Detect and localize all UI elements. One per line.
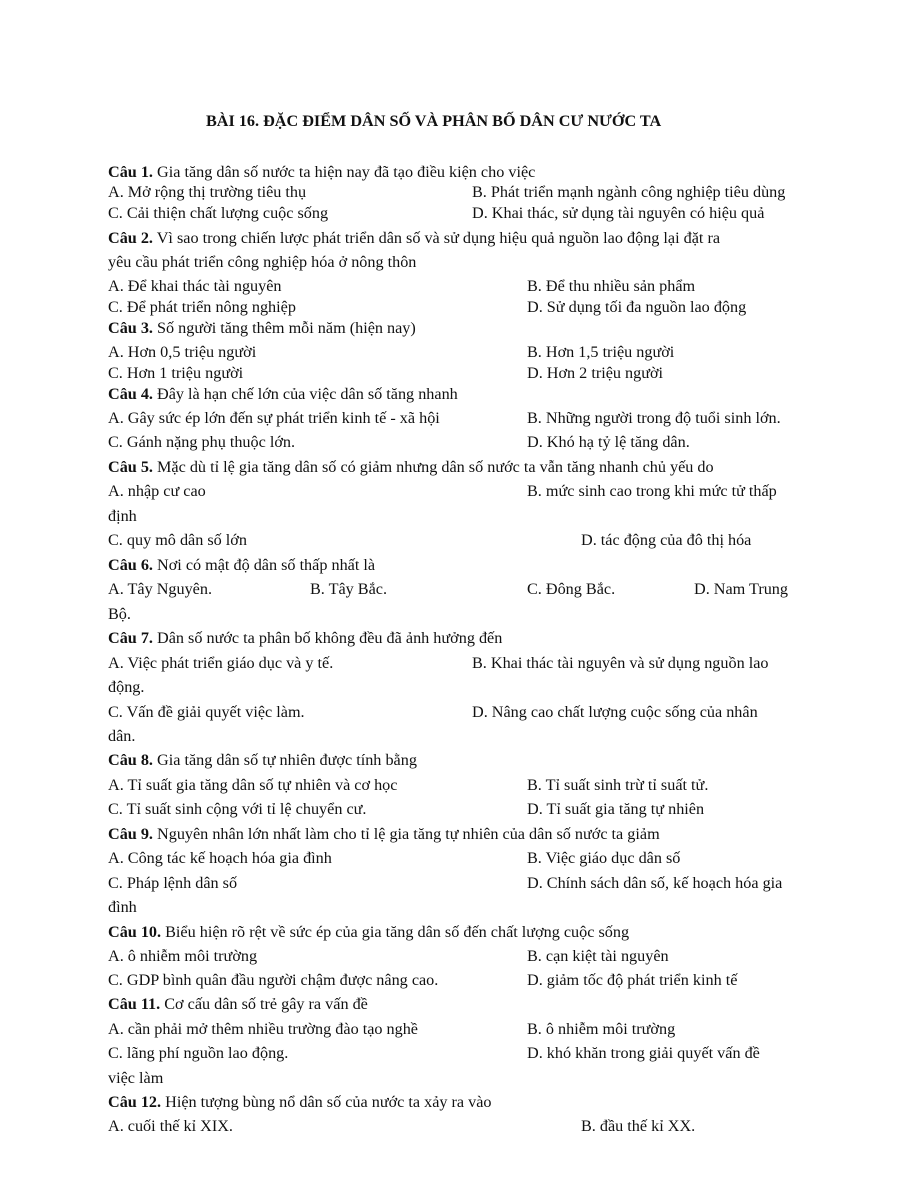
question-6 (108, 557, 375, 573)
question-label: Câu 4. (108, 385, 153, 403)
question-11 (108, 996, 368, 1012)
question-text-cont: yêu cầu phát triển công nghiệp hóa ở nông thôn (108, 253, 417, 271)
question-label: Câu 12. (108, 1093, 162, 1111)
option-a: A. nhập cư cao (108, 482, 206, 500)
question-text: Nơi có mật độ dân số thấp nhất là (152, 556, 376, 574)
option-a: A. cuối thế kỉ XIX. (108, 1117, 233, 1135)
option-c: C. Để phát triển nông nghiệp (108, 298, 296, 316)
question-text: Biểu hiện rõ rệt về sức ép của gia tăng dân số đến chất lượng cuộc sống (161, 923, 630, 941)
option-b: B. ô nhiễm môi trường (527, 1020, 676, 1038)
question-3 (108, 320, 416, 336)
option-b: B. Tỉ suất sinh trừ tỉ suất tử. (527, 776, 709, 794)
option-d: D. khó khăn trong giải quyết vấn đề (527, 1044, 760, 1062)
option-b: B. Việc giáo dục dân số (527, 849, 681, 867)
option-d: D. Nâng cao chất lượng cuộc sống của nhân (472, 703, 758, 721)
question-label: Câu 7. (108, 629, 153, 647)
option-c: C. quy mô dân số lớn (108, 531, 247, 549)
option-a: A. ô nhiễm môi trường (108, 947, 258, 965)
option-c: C. Vấn đề giải quyết việc làm. (108, 703, 305, 721)
option-b: B. cạn kiệt tài nguyên (527, 947, 669, 965)
option-b: B. mức sinh cao trong khi mức tử thấp (527, 482, 777, 500)
question-label: Câu 3. (108, 319, 153, 337)
question-text: Vì sao trong chiến lược phát triển dân số và sử dụng hiệu quả nguồn lao động lại đặt ra (152, 229, 721, 247)
question-label: Câu 5. (108, 458, 153, 476)
option-d: D. Hơn 2 triệu người (527, 364, 664, 382)
option-d: D. Chính sách dân số, kế hoạch hóa gia (527, 874, 783, 892)
option-d-cont: đình (108, 898, 137, 916)
option-b-cont: động. (108, 678, 145, 696)
option-b: B. đầu thế kỉ XX. (581, 1117, 696, 1135)
option-b: B. Khai thác tài nguyên và sử dụng nguồn lao (472, 654, 769, 672)
option-a: A. cần phải mở thêm nhiều trường đào tạo nghề (108, 1020, 418, 1038)
question-label: Câu 2. (108, 229, 153, 247)
option-b: B. Những người trong độ tuổi sinh lớn. (527, 409, 781, 427)
question-text: Cơ cấu dân số trẻ gây ra vấn đề (160, 995, 368, 1013)
option-d: D. Tỉ suất gia tăng tự nhiên (527, 800, 705, 818)
option-c: C. Pháp lệnh dân số (108, 874, 238, 892)
option-d: D. Sử dụng tối đa nguồn lao động (527, 298, 747, 316)
option-a: A. Việc phát triển giáo dục và y tế. (108, 654, 334, 672)
question-5 (108, 459, 714, 475)
option-a: A. Mở rộng thị trường tiêu thụ (108, 183, 307, 201)
option-a: A. Hơn 0,5 triệu người (108, 343, 257, 361)
question-7 (108, 630, 502, 646)
option-b-cont: định (108, 507, 137, 525)
option-b: B. Tây Bắc. (310, 580, 388, 598)
question-2 (108, 230, 720, 246)
option-b: B. Để thu nhiều sản phẩm (527, 277, 696, 295)
question-9 (108, 826, 660, 842)
question-label: Câu 1. (108, 163, 153, 181)
option-d-cont: việc làm (108, 1069, 164, 1087)
option-d: D. Khai thác, sử dụng tài nguyên có hiệu quả (472, 204, 765, 222)
question-text: Gia tăng dân số tự nhiên được tính bằng (152, 751, 417, 769)
option-d: D. Khó hạ tỷ lệ tăng dân. (527, 433, 690, 451)
question-text: Hiện tượng bùng nổ dân số của nước ta xảy ra vào (161, 1093, 492, 1111)
question-text: Nguyên nhân lớn nhất làm cho tỉ lệ gia tăng tự nhiên của dân số nước ta giảm (152, 825, 660, 843)
option-d: D. Nam Trung (694, 580, 788, 598)
option-d: D. giảm tốc độ phát triển kinh tế (527, 971, 738, 989)
option-a: A. Công tác kế hoạch hóa gia đình (108, 849, 332, 867)
question-4 (108, 386, 458, 402)
question-label: Câu 11. (108, 995, 161, 1013)
option-d-cont: Bộ. (108, 605, 131, 623)
option-a: A. Gây sức ép lớn đến sự phát triển kinh tế - xã hội (108, 409, 440, 427)
page-title: BÀI 16. ĐẶC ĐIỂM DÂN SỐ VÀ PHÂN BỐ DÂN CƯ NƯỚC TA (206, 112, 662, 130)
question-label: Câu 8. (108, 751, 153, 769)
option-c: C. Cải thiện chất lượng cuộc sống (108, 204, 329, 222)
option-c: C. Tỉ suất sinh cộng với tỉ lệ chuyển cư. (108, 800, 367, 818)
option-b: B. Hơn 1,5 triệu người (527, 343, 675, 361)
question-12 (108, 1094, 492, 1110)
option-a: A. Tỉ suất gia tăng dân số tự nhiên và cơ học (108, 776, 398, 794)
option-b: B. Phát triển mạnh ngành công nghiệp tiêu dùng (472, 183, 786, 201)
option-a: A. Để khai thác tài nguyên (108, 277, 282, 295)
question-text: Đây là hạn chế lớn của việc dân số tăng nhanh (152, 385, 458, 403)
question-8 (108, 752, 417, 768)
question-10 (108, 924, 629, 940)
option-c: C. Gánh nặng phụ thuộc lớn. (108, 433, 296, 451)
question-text: Dân số nước ta phân bố không đều đã ảnh hưởng đến (152, 629, 503, 647)
option-a: A. Tây Nguyên. (108, 580, 213, 598)
question-label: Câu 9. (108, 825, 153, 843)
option-c: C. lãng phí nguồn lao động. (108, 1044, 289, 1062)
option-c: C. Hơn 1 triệu người (108, 364, 244, 382)
option-d-cont: dân. (108, 727, 136, 745)
option-d: D. tác động của đô thị hóa (581, 531, 752, 549)
question-1 (108, 164, 535, 180)
option-c: C. GDP bình quân đầu người chậm được nâng cao. (108, 971, 439, 989)
option-c: C. Đông Bắc. (527, 580, 616, 598)
question-text: Mặc dù tỉ lệ gia tăng dân số có giảm nhưng dân số nước ta vẫn tăng nhanh chủ yếu do (152, 458, 714, 476)
question-text: Gia tăng dân số nước ta hiện nay đã tạo điều kiện cho việc (152, 163, 536, 181)
question-label: Câu 10. (108, 923, 162, 941)
question-label: Câu 6. (108, 556, 153, 574)
question-text: Số người tăng thêm mỗi năm (hiện nay) (152, 319, 416, 337)
